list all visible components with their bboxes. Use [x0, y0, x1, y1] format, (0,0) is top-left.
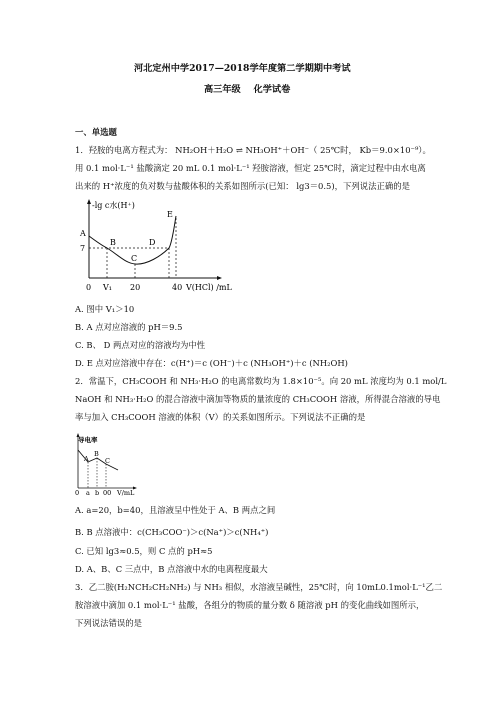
- q2-point-c: C: [105, 457, 110, 465]
- q2-line-3: 率与加入 CH₃COOH 溶液的体积（V）的关系如图所示。下列说法不正确的是: [75, 412, 366, 422]
- q1-point-d: D: [149, 238, 156, 247]
- q1-line-3: 出来的 H⁺浓度的负对数与盐酸体积的关系如图所示(已知： lg3＝0.5)，下列说法正确的是: [75, 181, 411, 191]
- q1-x-tick-40: 40: [172, 283, 183, 292]
- q2-x-tick-0: 0: [75, 489, 80, 497]
- q1-origin: 0: [86, 283, 92, 292]
- q1-option-c: C. B、 D 两点对应的溶液均为中性: [75, 340, 206, 350]
- q2-option-d: D. A、B、C 三点中，B 点溶液中水的电离程度最大: [75, 564, 268, 574]
- q3-line-3: 下列说法错误的是: [75, 618, 142, 628]
- q1-option-b: B. A 点对应溶液的 pH＝9.5: [75, 322, 183, 332]
- q2-x-tick-b: b: [95, 489, 100, 497]
- q1-y-axis-label: -lg c水(H⁺): [92, 201, 135, 210]
- q2-option-c: C. 已知 lg3≈0.5，则 C 点的 pH≈5: [75, 546, 213, 556]
- q2-point-b: B: [94, 450, 99, 458]
- section-heading: 一、单选题: [75, 127, 117, 137]
- q1-x-tick-v1: V₁: [103, 283, 112, 292]
- q2-x-tick-00: 00: [103, 489, 112, 497]
- q3-line-1: 3．乙二胺(H₂NCH₂CH₂NH₂) 与 NH₃ 相似，水溶液呈碱性，25℃时，向 10mL0.1mol·L⁻¹乙二: [75, 582, 443, 592]
- q2-graph: [72, 432, 144, 498]
- q1-x-tick-20: 20: [130, 283, 141, 292]
- q1-point-b: B: [110, 238, 116, 247]
- q3-line-2: 胺溶液中滴加 0.1 mol·L⁻¹ 盐酸，各组分的物质的量分数 δ 随溶液 pH 的变化曲线如图所示，: [75, 600, 425, 610]
- q1-point-a: A: [80, 229, 86, 238]
- q1-option-a: A. 图中 V₁＞10: [75, 304, 135, 314]
- q2-y-axis-label: 导电率: [78, 436, 98, 444]
- q2-point-a: A: [84, 455, 89, 463]
- q2-x-tick-a: a: [86, 489, 90, 497]
- q1-graph: [77, 198, 242, 298]
- exam-title: 河北定州中学2017—2018学年度第二学期期中考试: [134, 63, 351, 74]
- q1-option-d: D. E 点对应溶液中存在：c(H⁺)＝c (OH⁻)＋c (NH₃OH⁺)＋c (NH₂OH): [75, 358, 348, 368]
- q2-option-b: B. B 点溶液中：c(CH₃COO⁻)＞c(Na⁺)＞c(NH₄⁺): [75, 527, 269, 537]
- q1-y-tick-7: 7: [80, 244, 86, 253]
- exam-subtitle: 高三年级 化学试卷: [204, 84, 291, 95]
- q1-x-axis-label: V(HCl) /mL: [186, 283, 232, 292]
- q1-point-c: C: [131, 254, 138, 263]
- q1-point-e: E: [167, 210, 173, 219]
- q1-line-2: 用 0.1 mol·L⁻¹ 盐酸滴定 20 mL 0.1 mol·L⁻¹ 羟胺溶液，恒定 25℃时，滴定过程中由水电离: [75, 163, 426, 173]
- q1-line-1: 1．羟胺的电离方程式为： NH₂OH＋H₂O ⇌ NH₃OH⁺＋OH⁻（ 25℃时， Kb＝9.0×10⁻⁹）。: [75, 145, 431, 155]
- q2-line-1: 2．常温下，CH₃COOH 和 NH₃·H₂O 的电离常数均为 1.8×10⁻⁵。向 20 mL 浓度均为 0.1 mol/L: [75, 376, 447, 386]
- q2-x-unit: V/mL: [117, 489, 135, 497]
- q2-option-a: A. a=20，b=40，且溶液呈中性处于 A、B 两点之间: [75, 505, 276, 515]
- q2-line-2: NaOH 和 NH₃·H₂O 的混合溶液中滴加等物质的量浓度的 CH₃COOH 溶液，所得混合溶液的导电: [75, 394, 441, 404]
